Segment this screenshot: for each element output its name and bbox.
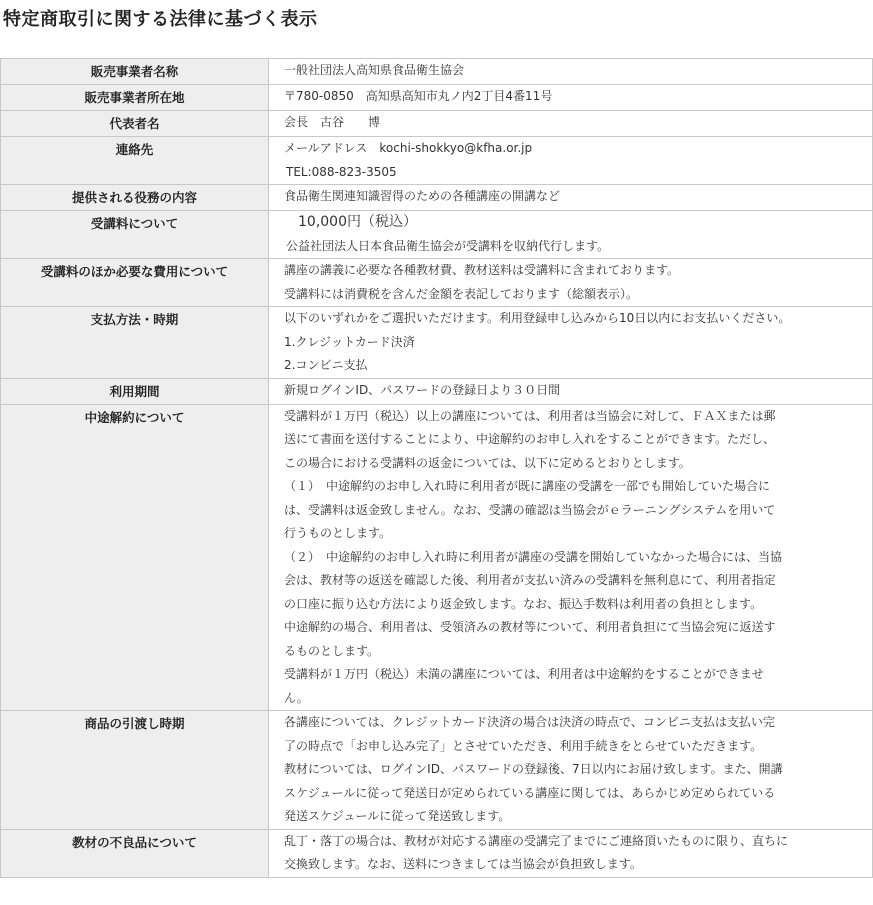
row-value: [269, 85, 873, 111]
text-line: 以下のいずれかをご選択いただけます。利用登録申し込みから10日以内にお支払いください。: [284, 311, 791, 325]
table-row: [1, 711, 873, 830]
seller-name-value: 一般社団法人高知県食品衛生協会: [284, 63, 465, 77]
table-row: [1, 111, 873, 137]
row-value: [269, 829, 873, 877]
representative-value: 会長 古谷 博: [284, 115, 381, 129]
table-row: [1, 137, 873, 185]
row-value: [269, 211, 873, 259]
table-row: [1, 404, 873, 711]
row-label: 連絡先: [1, 137, 269, 185]
row-value: [269, 59, 873, 85]
fee-price: 10,000円（税込）: [298, 214, 417, 230]
row-label: 利用期間: [1, 378, 269, 404]
text-line: 講座の講義に必要な各種教材費、教材送料は受講料に含まれております。: [284, 263, 680, 277]
text-line: 乱丁・落丁の場合は、教材が対応する講座の受講完了までにご連絡頂いたものに限り、直ちに: [284, 833, 789, 848]
text-line: 教材については、ログインID、パスワードの登録後、7日以内にお届け致します。また、開講: [284, 762, 783, 776]
row-value: [269, 404, 873, 711]
text-line: 2.コンビニ支払: [284, 358, 368, 372]
row-value: [269, 711, 873, 830]
row-label: 教材の不良品について: [1, 829, 269, 877]
text-line: の口座に振り込む方法により返金致します。なお、振込手数料は利用者の負担とします。: [284, 596, 763, 611]
row-label: 受講料について: [1, 211, 269, 259]
text-line: 行うものとします。: [284, 526, 392, 540]
text-line: 1.クレジットカード決済: [284, 334, 415, 349]
text-line: 受講料には消費税を含んだ金額を表記しております（総額表示）。: [284, 286, 639, 301]
commerce-disclosure-table: [0, 58, 873, 878]
text-line: るものとします。: [284, 643, 380, 658]
text-line: 受講料が１万円（税込）未満の講座については、利用者は中途解約をすることができませ: [284, 667, 764, 681]
row-label: 提供される役務の内容: [1, 185, 269, 211]
table-row: [1, 211, 873, 259]
text-line: 受講料が１万円（税込）以上の講座については、利用者は当協会に対して、ＦＡＸまたは郵: [284, 408, 776, 423]
row-label: 受講料のほか必要な費用について: [1, 259, 269, 307]
row-value: [269, 185, 873, 211]
text-line: （１） 中途解約のお申し入れ時に利用者が既に講座の受講を一部でも開始していた場合に: [284, 479, 771, 493]
row-label: 中途解約について: [1, 404, 269, 711]
table-row: [1, 829, 873, 877]
row-value: [269, 378, 873, 404]
text-line: 発送スケジュールに従って発送致します。: [284, 809, 511, 823]
page-title: 特定商取引に関する法律に基づく表示: [3, 9, 318, 30]
table-row: [1, 59, 873, 85]
text-line: スケジュールに従って発送日が定められている講座に関しては、あらかじめ定められている: [284, 785, 776, 800]
row-label: 商品の引渡し時期: [1, 711, 269, 830]
contact-tel: TEL:088-823-3505: [286, 164, 397, 179]
table-row: [1, 259, 873, 307]
table-row: [1, 307, 873, 379]
table-row: [1, 85, 873, 111]
row-label: 代表者名: [1, 111, 269, 137]
period-value: 新規ログインID、パスワードの登録日より３０日間: [284, 382, 561, 397]
row-label: 支払方法・時期: [1, 307, 269, 379]
seller-address-value: 〒780-0850 高知県高知市丸ノ内2丁目4番11号: [284, 89, 553, 103]
contact-email[interactable]: メールアドレス kochi-shokkyo@kfha.or.jp: [284, 141, 533, 155]
row-value: [269, 259, 873, 307]
row-value: [269, 137, 873, 185]
row-value: [269, 111, 873, 137]
text-line: 送にて書面を送付することにより、中途解約のお申し入れをすることができます。ただし、: [284, 432, 776, 446]
text-line: 交換致します。なお、送料につきましては当協会が負担致します。: [284, 857, 642, 871]
service-value: 食品衛生関連知識習得のための各種講座の開講など: [284, 189, 561, 203]
row-label: 販売事業者名称: [1, 59, 269, 85]
text-line: （２） 中途解約のお申し入れ時に利用者が講座の受講を開始していなかった場合には、当協: [284, 549, 783, 564]
table-row: [1, 378, 873, 404]
row-value: [269, 307, 873, 379]
text-line: 会は、教材等の返送を確認した後、利用者が支払い済みの受講料を無利息にて、利用者指定: [284, 573, 776, 587]
table-row: [1, 185, 873, 211]
text-line: 了の時点で「お申し込み完了」とさせていただき、利用手続きをとらせていただきます。: [284, 738, 763, 753]
row-label: 販売事業者所在地: [1, 85, 269, 111]
text-line: ん。: [284, 690, 309, 705]
fee-note: 公益社団法人日本食品衛生協会が受講料を収納代行します。: [286, 238, 610, 253]
text-line: は、受講料は返金致しません。なお、受講の確認は当協会がｅラーニングシステムを用いて: [284, 502, 776, 517]
text-line: 中途解約の場合、利用者は、受領済みの教材等について、利用者負担にて当協会宛に返送す: [284, 620, 776, 634]
text-line: 各講座については、クレジットカード決済の場合は決済の時点で、コンビニ支払は支払い完: [284, 715, 775, 729]
text-line: この場合における受講料の返金については、以下に定めるとおりとします。: [284, 455, 691, 470]
